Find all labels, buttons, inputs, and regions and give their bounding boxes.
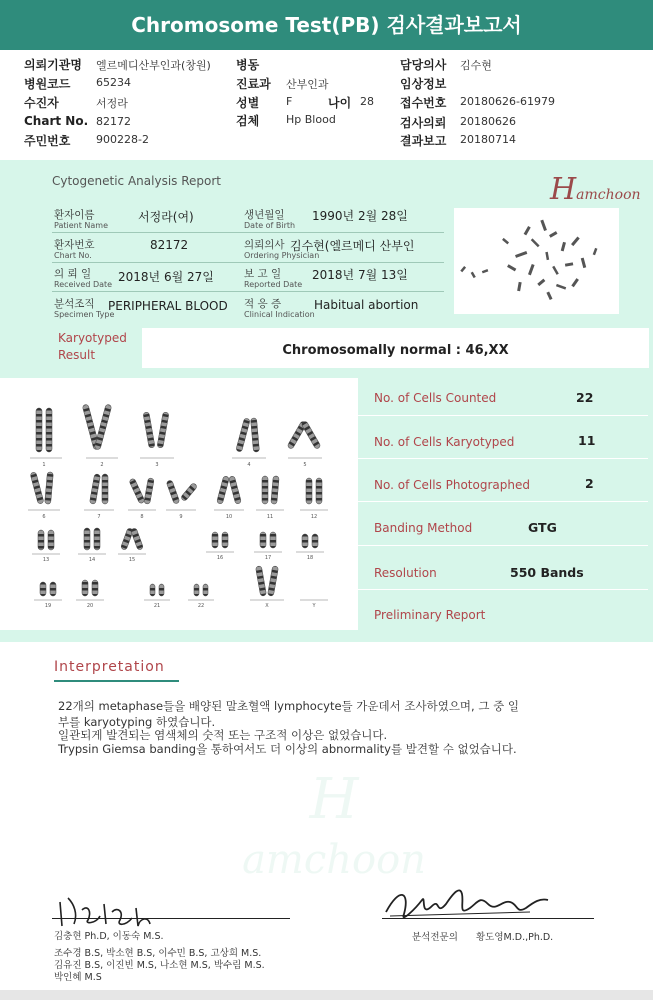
signature-line-left — [52, 918, 290, 919]
chart-value: 82172 — [96, 115, 131, 128]
physician-label: 의뢰의사 — [244, 239, 285, 251]
patient-name-sub: Patient Name — [54, 221, 108, 230]
indication-value: Habitual abortion — [314, 298, 419, 312]
code-value: 65234 — [96, 76, 131, 89]
signature-right — [380, 882, 560, 926]
signature-line-right — [382, 918, 594, 919]
stats-separator — [358, 501, 648, 502]
chromosome-label: 20 — [86, 603, 94, 609]
staff-names: 박인혜 M.S — [54, 972, 102, 983]
cells-counted-value: 22 — [576, 390, 594, 405]
chromosome-label: 14 — [88, 557, 96, 563]
dob-label: 생년월일 — [244, 209, 285, 221]
rrn-label: 주민번호 — [24, 134, 71, 148]
hospital-value: 엘르메디산부인과(창원) — [96, 59, 211, 72]
age-label: 나이 — [328, 96, 352, 110]
cells-karyotyped-value: 11 — [578, 433, 596, 448]
chromosome-label: 12 — [310, 514, 318, 520]
receipt-label: 접수번호 — [400, 96, 447, 110]
chromosome-label: 9 — [179, 514, 183, 520]
interpretation-underline — [54, 680, 179, 682]
chromosome-label: 18 — [306, 555, 314, 561]
chromosome-label: 4 — [247, 462, 251, 468]
specimen-type-sub: Specimen Type — [54, 310, 115, 319]
patient-name-value: 서정라(여) — [138, 210, 194, 224]
dept-value: 산부인과 — [286, 78, 329, 91]
chromosome-label: 17 — [264, 555, 272, 561]
chromosome-label: 1 — [42, 462, 46, 468]
examinee-label: 수진자 — [24, 96, 59, 110]
chart-no-value: 82172 — [150, 238, 189, 252]
staff-names: 조수경 B.S, 박소현 B.S, 이수민 B.S, 고상희 M.S. — [54, 948, 262, 959]
chromosome-label: X — [265, 603, 269, 609]
age-value: 28 — [360, 95, 374, 108]
physician-value: 김수현(엘르메디 산부인 — [290, 239, 415, 253]
report-panel-title: Cytogenetic Analysis Report — [52, 174, 222, 188]
specimen-type-label: 분석조직 — [54, 298, 95, 310]
patient-name-label: 환자이름 — [54, 209, 95, 221]
code-label: 병원코드 — [24, 77, 71, 91]
hamchoon-logo: Hamchoon — [550, 172, 641, 207]
chromosome-label: 21 — [153, 603, 161, 609]
header-info — [0, 50, 653, 160]
banding-method-value: GTG — [528, 520, 557, 535]
specialist-label: 분석전문의 — [412, 932, 458, 943]
doctor-value: 김수현 — [460, 59, 492, 72]
chromosome-label: 10 — [225, 514, 233, 520]
stats-separator — [358, 545, 648, 546]
stats-separator — [358, 415, 648, 416]
cells-photographed-label: No. of Cells Photographed — [374, 478, 530, 492]
interpretation-line: Trypsin Giemsa banding을 통하여서도 더 이상의 abnormality를 발견할 수 없었습니다. — [58, 742, 517, 756]
specimen-label: 검체 — [236, 114, 260, 128]
report-date-value: 20180714 — [460, 133, 516, 146]
dob-sub: Date of Birth — [244, 221, 296, 230]
chromosome-label: 13 — [42, 557, 50, 563]
resolution-label: Resolution — [374, 566, 437, 580]
chromosome-label: 6 — [42, 514, 46, 520]
received-label: 의 뢰 일 — [54, 268, 92, 280]
interpretation-heading: Interpretation — [54, 659, 165, 675]
specimen-type-value: PERIPHERAL BLOOD — [108, 299, 228, 313]
chromosome-label: 19 — [44, 603, 52, 609]
karyotype-result-label: Karyotyped Result — [58, 331, 127, 362]
signature-left — [52, 890, 162, 932]
dept-label: 진료과 — [236, 77, 271, 91]
chromosome-label: 22 — [197, 603, 205, 609]
report-date-label: 결과보고 — [400, 134, 447, 148]
request-value: 20180626 — [460, 115, 516, 128]
resolution-value: 550 Bands — [510, 565, 584, 580]
chromosome-label: 7 — [97, 514, 101, 520]
chromosome-label: 8 — [140, 514, 144, 520]
hamchoon-watermark: H amchoon — [242, 767, 426, 883]
chart-no-sub: Chart No. — [54, 251, 92, 260]
received-value: 2018년 6월 27일 — [118, 270, 214, 284]
request-label: 검사의뢰 — [400, 116, 447, 130]
ward-label: 병동 — [236, 58, 260, 72]
receipt-value: 20180626-61979 — [460, 95, 555, 108]
report-title: Chromosome Test(PB) 검사결과보고서 — [0, 0, 653, 50]
field-separator — [52, 291, 444, 292]
chromosome-label: 5 — [303, 462, 307, 468]
chromosome-label: Y — [312, 603, 316, 609]
chromosome-label: 11 — [266, 514, 274, 520]
specimen-value: Hp Blood — [286, 113, 336, 126]
received-sub: Received Date — [54, 280, 113, 289]
banding-method-label: Banding Method — [374, 521, 473, 535]
cells-photographed-value: 2 — [585, 476, 594, 491]
hospital-label: 의뢰기관명 — [24, 58, 82, 72]
interpretation-line: 일관되게 발견되는 염색체의 숫적 또는 구조적 이상은 없었습니다. — [58, 728, 388, 742]
sex-value: F — [286, 95, 293, 108]
stats-separator — [358, 458, 648, 459]
chart-no-label: 환자번호 — [54, 239, 95, 251]
reported-sub: Reported Date — [244, 280, 303, 289]
cells-karyotyped-label: No. of Cells Karyotyped — [374, 435, 515, 449]
dob-value: 1990년 2월 28일 — [312, 209, 408, 223]
cells-counted-label: No. of Cells Counted — [374, 391, 497, 405]
field-separator — [52, 262, 444, 263]
stats-separator — [358, 589, 648, 590]
chromosome-label: 16 — [216, 555, 224, 561]
physician-sub: Ordering Physician — [244, 251, 320, 260]
interpretation-line: 부를 karyotyping 하였습니다. — [58, 715, 216, 729]
chromosome-label: 3 — [155, 462, 159, 468]
sex-label: 성별 — [236, 96, 260, 110]
chromosome-label: 15 — [128, 557, 136, 563]
reported-label: 보 고 일 — [244, 268, 282, 280]
indication-label: 적 응 증 — [244, 298, 282, 310]
karyogram-image — [0, 378, 358, 630]
analysis-stats — [358, 378, 653, 630]
chart-label: Chart No. — [24, 114, 89, 128]
preliminary-report-label: Preliminary Report — [374, 608, 486, 622]
reported-value: 2018년 7월 13일 — [312, 268, 408, 282]
interpretation-line: 22개의 metaphase들을 배양된 말초혈액 lymphocyte들 가운데서 조사하였으며, 그 중 일 — [58, 699, 519, 713]
indication-sub: Clinical Indication — [244, 310, 315, 319]
staff-names: 김충현 Ph.D, 이동숙 M.S. — [54, 931, 164, 942]
field-separator — [52, 232, 444, 233]
karyotype-result-value: Chromosomally normal : 46,XX — [142, 328, 649, 368]
karyogram-chromosomes — [0, 378, 358, 630]
examinee-value: 서정라 — [96, 97, 128, 110]
staff-names: 김유진 B.S, 이진빈 M.S, 나소현 M.S, 박수림 M.S. — [54, 960, 265, 971]
chromosome-label: 2 — [100, 462, 104, 468]
page-bottom-bar — [0, 990, 653, 1000]
doctor-label: 담당의사 — [400, 58, 447, 72]
rrn-value: 900228-2 — [96, 133, 149, 146]
metaphase-spread-image — [454, 208, 619, 314]
clinical-label: 임상정보 — [400, 77, 447, 91]
specialist-name: 황도영M.D.,Ph.D. — [476, 932, 554, 943]
